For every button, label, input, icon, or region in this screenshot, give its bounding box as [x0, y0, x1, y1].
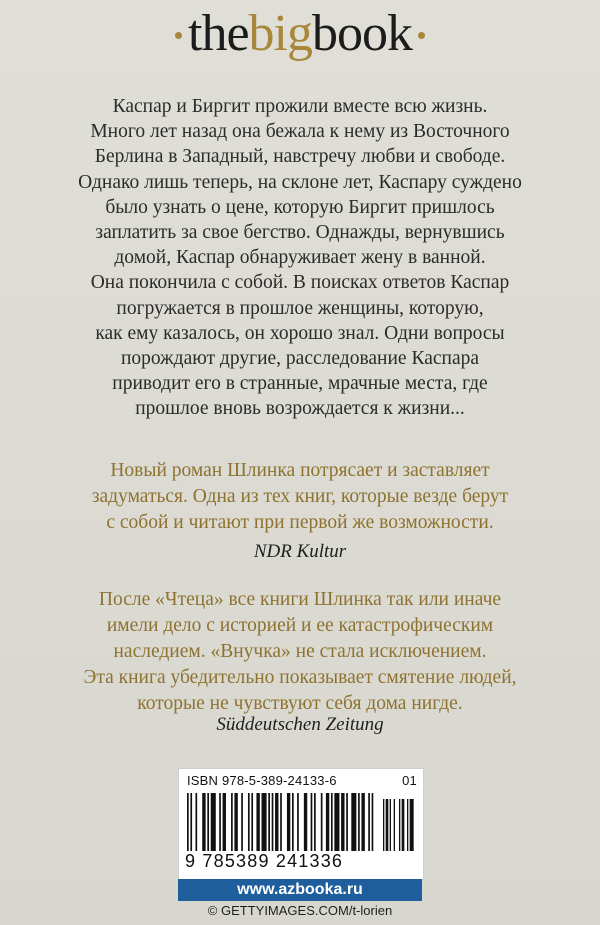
barcode-bar: [207, 793, 209, 851]
blurb-line: Однако лишь теперь, на склоне лет, Каспару суждено: [78, 171, 522, 193]
quote-line: имели дело с историей и ее катастрофическим: [106, 615, 494, 636]
book-blurb: [40, 94, 560, 422]
logo-dot-right: [418, 32, 425, 39]
barcode-bar: [358, 793, 360, 851]
isbn-label: ISBN 978-5-389-24133-6: [187, 773, 337, 788]
barcode-bar: [292, 793, 294, 851]
publisher-logo: [0, 4, 600, 64]
quote-line: Эта книга убедительно показывает смятение людей,: [83, 667, 517, 688]
photo-credit: © GETTYIMAGES.COM/t-lorien: [207, 903, 393, 918]
barcode-bar: [297, 793, 299, 851]
barcode-bar: [372, 793, 374, 851]
logo-dot-left: [175, 32, 182, 39]
logo-book: book: [311, 5, 412, 62]
blurb-line: порождают другие, расследование Каспара: [120, 348, 480, 370]
barcode-bars: [187, 793, 415, 851]
barcode-bar: [275, 793, 278, 851]
barcode-bar: [272, 793, 274, 851]
barcode-number: 9 785389 241336: [185, 851, 344, 871]
quote-line: задуматься. Одна из тех книг, которые везде берут: [91, 486, 509, 507]
blurb-line: погружается в прошлое женщины, которую,: [116, 297, 484, 319]
barcode-bar: [287, 793, 290, 851]
blurb-line: Много лет назад она бежала к нему из Восточного: [90, 121, 510, 143]
barcode-bar: [326, 793, 329, 851]
barcode-bar: [234, 793, 237, 851]
barcode-bar: [341, 793, 344, 851]
barcode-bar: [251, 793, 253, 851]
barcode-bar: [402, 799, 405, 851]
blurb-line: Она покончила с собой. В поисках ответов Каспар: [90, 272, 510, 294]
barcode-bar: [410, 799, 414, 851]
blurb-line: как ему казалось, он хорошо знал. Одни вопросы: [95, 322, 505, 344]
barcode-bar: [256, 793, 259, 851]
barcode-bar: [280, 793, 282, 851]
logo-big: big: [248, 5, 312, 62]
barcode-bar: [321, 793, 323, 851]
blurb-line: Каспар и Биргит прожили вместе всю жизнь.: [112, 96, 488, 117]
publisher-url[interactable]: www.azbooka.ru: [178, 879, 422, 901]
barcode-bar: [386, 799, 389, 851]
quote-line: Новый роман Шлинка потрясает и заставляет: [110, 460, 490, 481]
barcode-bar: [248, 793, 250, 851]
barcode-bar: [311, 793, 313, 851]
barcode-bar: [351, 793, 356, 851]
barcode-bar: [211, 793, 216, 851]
barcode-bar: [231, 793, 233, 851]
barcode-bar: [368, 793, 370, 851]
isbn-text: [187, 773, 417, 788]
barcode-bar: [331, 793, 333, 851]
barcode-bar: [241, 793, 243, 851]
barcode-bar: [399, 799, 400, 851]
barcode-bar: [361, 793, 364, 851]
isbn-addon: 01: [402, 773, 417, 788]
quote-line: После «Чтеца» все книги Шлинка так или иначе: [98, 589, 502, 610]
isbn-barcode: [178, 768, 424, 880]
barcode-bar: [383, 799, 384, 851]
barcode-bar: [346, 793, 348, 851]
barcode-bar: [394, 799, 395, 851]
review-quote-sz: [30, 587, 570, 717]
barcode-bar: [268, 793, 270, 851]
quote-line: с собой и читают при первой же возможности.: [106, 512, 494, 533]
barcode-bar: [187, 793, 189, 851]
barcode-bar: [202, 793, 205, 851]
quote-line: которые не чувствуют себя дома нигде.: [137, 693, 463, 714]
blurb-line: было узнать о цене, которую Биргит пришлось: [105, 196, 495, 218]
barcode-main-bars: [187, 793, 375, 851]
review-source-ndr: NDR Kultur: [253, 541, 347, 562]
blurb-line: заплатить за свое бегство. Однажды, вернувшись: [95, 222, 505, 244]
barcode-bar: [314, 793, 316, 851]
blurb-line: домой, Каспар обнаруживает жену в ванной.: [114, 247, 486, 269]
blurb-line: Берлина в Западный, навстречу любви и свободе.: [94, 146, 506, 168]
barcode-bar: [223, 793, 226, 851]
barcode-bar: [390, 799, 391, 851]
barcode-bar: [262, 793, 267, 851]
barcode-bar: [304, 793, 307, 851]
blurb-line: приводит его в странные, мрачные места, где: [112, 373, 488, 395]
barcode-bar: [334, 793, 339, 851]
barcode-bar: [190, 793, 192, 851]
barcode-bar: [407, 799, 408, 851]
review-source-sz: Süddeutschen Zeitung: [216, 714, 384, 735]
quote-line: наследием. «Внучка» не стала исключением.: [113, 641, 487, 662]
barcode-bar: [195, 793, 197, 851]
review-quote-ndr: [30, 458, 570, 536]
barcode-bar: [219, 793, 221, 851]
logo-the: the: [188, 5, 249, 62]
blurb-line: прошлое вновь возрождается к жизни...: [135, 398, 465, 420]
barcode-addon-bars: [383, 799, 415, 851]
